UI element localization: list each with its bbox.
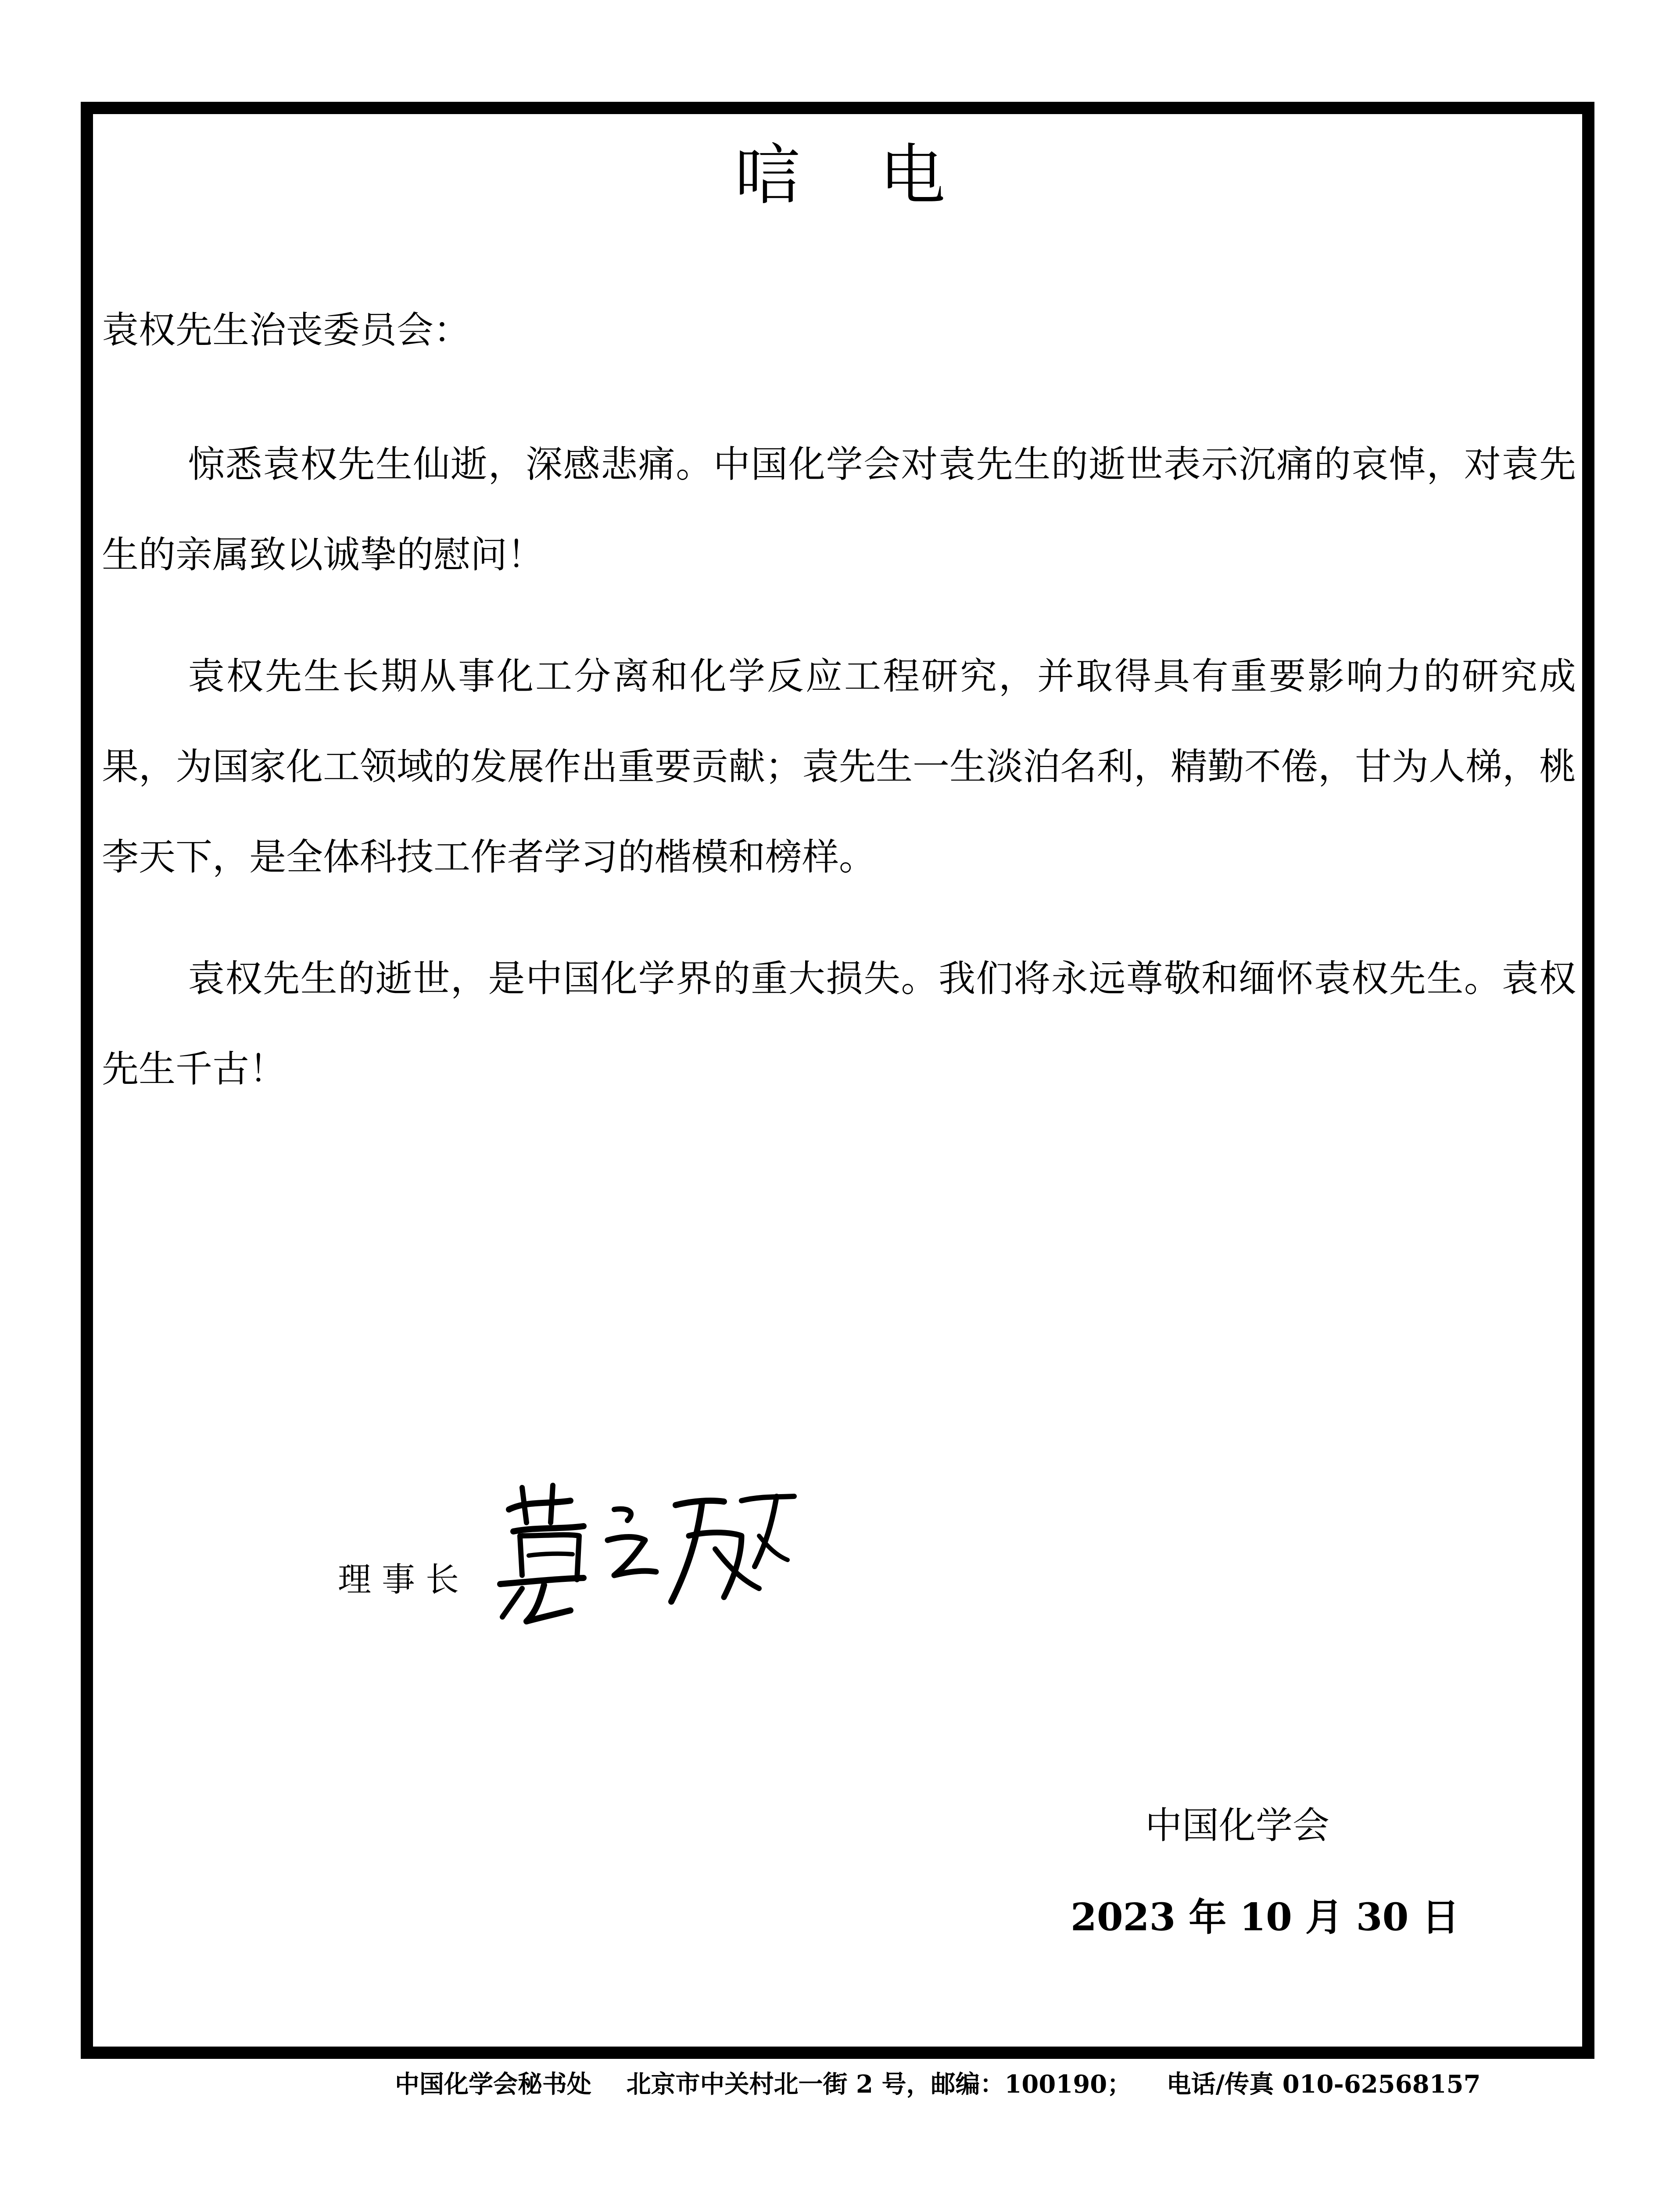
paragraph-tribute: 袁权先生的逝世，是中国化学界的重大损失。我们将永远尊敬和缅怀袁权先生。袁权先生千古！ <box>102 957 1576 1090</box>
salutation: 袁权先生治丧委员会： <box>102 308 471 351</box>
document-title: 唁电 <box>734 137 1024 214</box>
paragraph-achievements: 袁权先生长期从事化工分离和化学反应工程研究，并取得具有重要影响力的研究成果，为国家化工领域的发展作出重要贡献；袁先生一生淡泊名利，精勤不倦，甘为人梯，桃李天下，是全体科技工作者学习的楷模和榜样。 <box>102 655 1576 878</box>
footer-phone: 电话/传真 010-62568157 <box>1166 2070 1481 2099</box>
document-date: 2023 年 10 月 30 日 <box>1071 1895 1460 1939</box>
organization-name: 中国化学会 <box>1145 1804 1330 1847</box>
signatory-title: 理事长 <box>338 1560 469 1599</box>
footer-contact-line <box>395 2065 1588 2104</box>
footer-address: 北京市中关村北一街 2 号，邮编：100190； <box>626 2070 1132 2099</box>
paragraph-condolence: 惊悉袁权先生仙逝，深感悲痛。中国化学会对袁先生的逝世表示沉痛的哀悼，对袁先生的亲属致以诚挚的慰问！ <box>102 443 1576 576</box>
handwritten-signature <box>496 1470 803 1628</box>
footer-office: 中国化学会秘书处 <box>395 2070 591 2099</box>
